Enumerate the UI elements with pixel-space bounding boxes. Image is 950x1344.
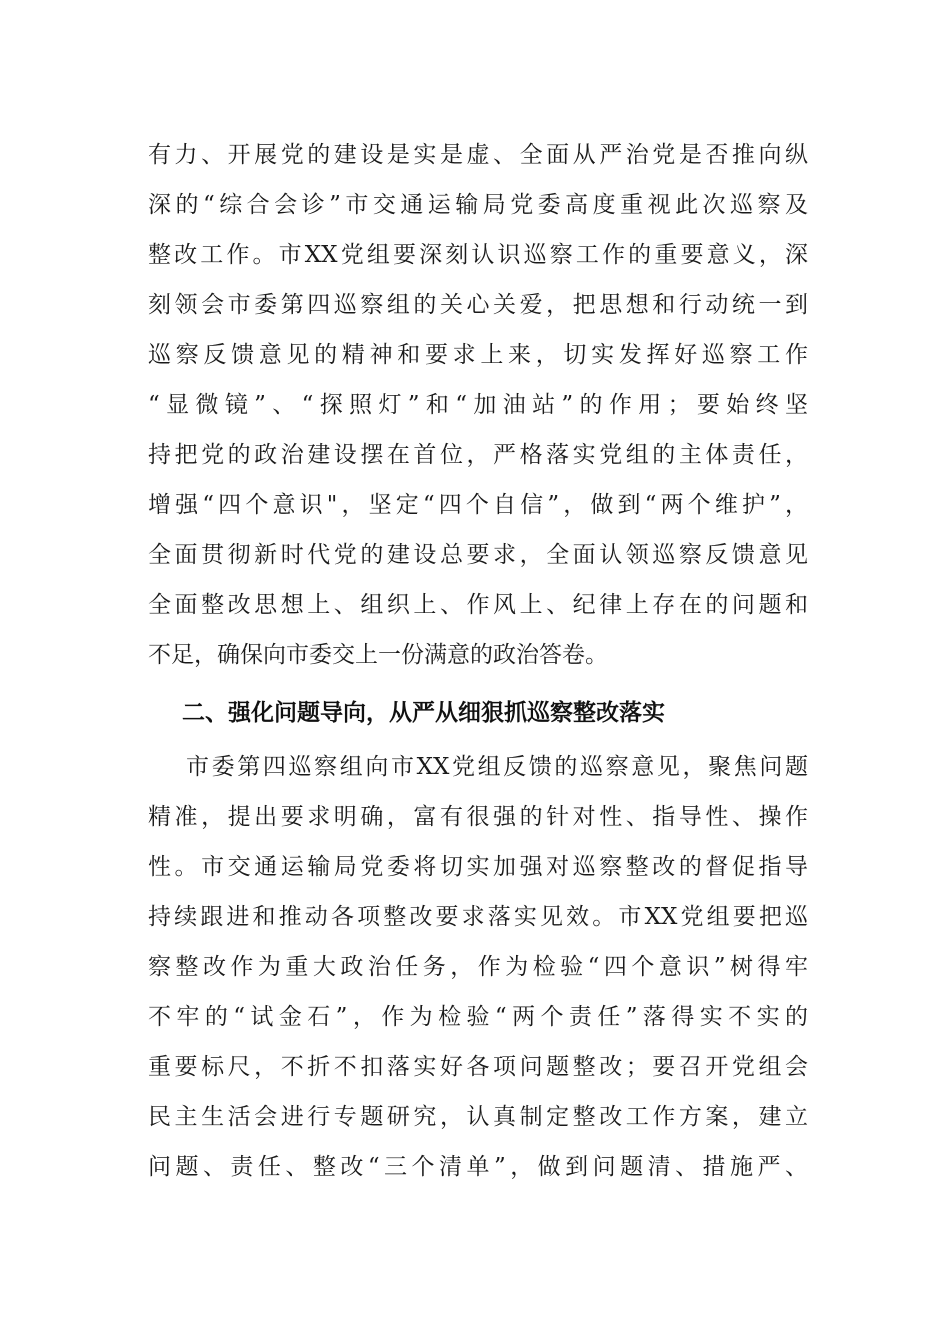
paragraph-line: 深的“综合会诊”市交通运输局党委高度重视此次巡察及 <box>148 192 808 218</box>
paragraph-line: 不足，确保向市委交上一份满意的政治答卷。 <box>148 642 608 668</box>
paragraph-1 <box>148 130 808 680</box>
document-body <box>148 130 808 1192</box>
paragraph-line: 市委第四巡察组向市XX党组反馈的巡察意见，聚焦问题 <box>186 754 808 780</box>
paragraph-line: 察整改作为重大政治任务，作为检验“四个意识”树得牢 <box>148 954 808 980</box>
paragraph-line: 整改工作。市XX党组要深刻认识巡察工作的重要意义，深 <box>148 242 808 268</box>
paragraph-line: 持把党的政治建设摆在首位，严格落实党组的主体责任， <box>148 442 808 468</box>
paragraph-2 <box>148 742 808 1192</box>
paragraph-line: 巡察反馈意见的精神和要求上来，切实发挥好巡察工作 <box>148 342 808 368</box>
section-heading: 二、强化问题导向，从严从细狠抓巡察整改落实 <box>182 700 665 726</box>
paragraph-line: 不牢的“试金石”，作为检验“两个责任”落得实不实的 <box>148 1004 808 1030</box>
paragraph-line: 增强“四个意识"，坚定“四个自信”，做到“两个维护”， <box>148 492 808 518</box>
paragraph-line: 全面贯彻新时代党的建设总要求，全面认领巡察反馈意见 <box>148 542 808 568</box>
paragraph-line: 全面整改思想上、组织上、作风上、纪律上存在的问题和 <box>148 592 808 618</box>
paragraph-line: 持续跟进和推动各项整改要求落实见效。市XX党组要把巡 <box>148 904 808 930</box>
paragraph-line: 民主生活会进行专题研究，认真制定整改工作方案，建立 <box>148 1104 808 1130</box>
paragraph-line: 性。市交通运输局党委将切实加强对巡察整改的督促指导 <box>148 854 808 880</box>
paragraph-line: 重要标尺，不折不扣落实好各项问题整改；要召开党组会 <box>148 1054 808 1080</box>
paragraph-line: 问题、责任、整改“三个清单”，做到问题清、措施严、 <box>148 1154 808 1180</box>
paragraph-line: 刻领会市委第四巡察组的关心关爱，把思想和行动统一到 <box>148 292 808 318</box>
paragraph-line: 有力、开展党的建设是实是虚、全面从严治党是否推向纵 <box>148 142 808 168</box>
paragraph-line: 精准，提出要求明确，富有很强的针对性、指导性、操作 <box>148 804 808 830</box>
paragraph-line: “显微镜”、“探照灯”和“加油站”的作用；要始终坚 <box>148 392 808 418</box>
